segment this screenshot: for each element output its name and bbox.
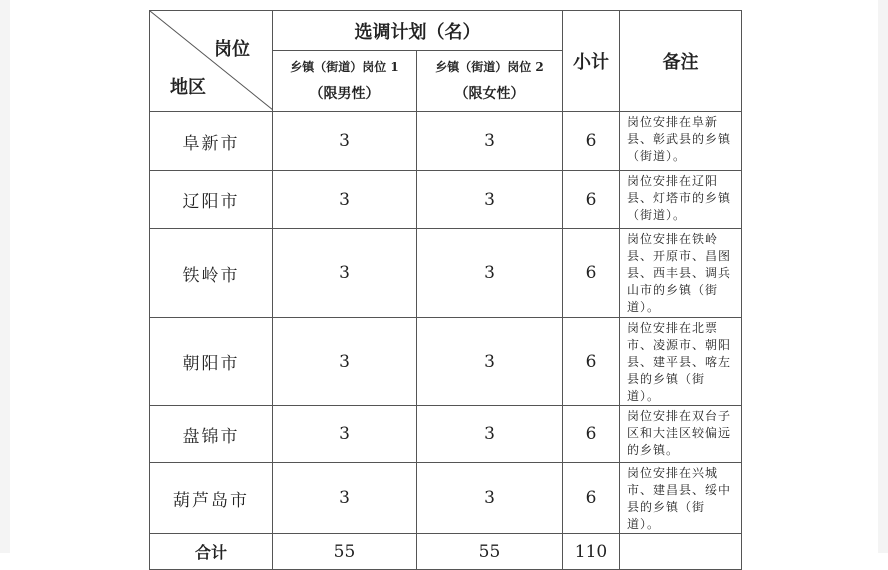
position1-header-line1: 乡镇（街道）岗位 1 [290, 60, 399, 74]
total-subtotal-cell: 110 [563, 534, 620, 570]
region-header-label: 地区 [170, 77, 206, 98]
position2-count-cell: 3 [417, 406, 563, 463]
recruitment-plan-table [149, 10, 742, 570]
remarks-header: 备注 [620, 11, 742, 112]
remarks-cell: 岗位安排在辽阳县、灯塔市的乡镇（街道）。 [620, 171, 742, 229]
total-position1-cell: 55 [273, 534, 417, 570]
region-cell: 朝阳市 [150, 318, 273, 406]
remarks-cell: 岗位安排在阜新县、彰武县的乡镇（街道）。 [620, 112, 742, 171]
position2-header-line2: （限女性） [454, 86, 525, 102]
position1-header-line2: （限男性） [309, 86, 380, 102]
position1-count-cell: 3 [273, 318, 417, 406]
remarks-cell: 岗位安排在双台子区和大洼区较偏远的乡镇。 [620, 406, 742, 463]
subtotal-cell: 6 [563, 112, 620, 171]
table-row [150, 463, 742, 534]
diagonal-header-cell [150, 11, 273, 112]
table-row [150, 318, 742, 406]
subtotal-cell: 6 [563, 463, 620, 534]
position1-count-cell: 3 [273, 406, 417, 463]
table-row [150, 406, 742, 463]
position2-count-cell: 3 [417, 171, 563, 229]
position1-header [273, 51, 417, 112]
region-cell: 铁岭市 [150, 229, 273, 318]
region-cell: 盘锦市 [150, 406, 273, 463]
position2-count-cell: 3 [417, 112, 563, 171]
position1-count-cell: 3 [273, 229, 417, 318]
total-position2-cell: 55 [417, 534, 563, 570]
subtotal-cell: 6 [563, 406, 620, 463]
right-margin [878, 0, 888, 553]
position1-count-cell: 3 [273, 171, 417, 229]
remarks-cell: 岗位安排在北票市、凌源市、朝阳县、建平县、喀左县的乡镇（街道）。 [620, 318, 742, 406]
total-remarks-cell [620, 534, 742, 570]
remarks-cell: 岗位安排在铁岭县、开原市、昌图县、西丰县、调兵山市的乡镇（街道）。 [620, 229, 742, 318]
table-row [150, 171, 742, 229]
total-label-cell: 合计 [150, 534, 273, 570]
table-row [150, 229, 742, 318]
position-header-label: 岗位 [214, 39, 250, 60]
position2-header [417, 51, 563, 112]
position2-header-line1: 乡镇（街道）岗位 2 [435, 60, 544, 74]
region-cell: 辽阳市 [150, 171, 273, 229]
region-cell: 阜新市 [150, 112, 273, 171]
region-cell: 葫芦岛市 [150, 463, 273, 534]
position1-count-cell: 3 [273, 112, 417, 171]
subtotal-header: 小计 [563, 11, 620, 112]
position2-count-cell: 3 [417, 318, 563, 406]
subtotal-cell: 6 [563, 171, 620, 229]
position2-count-cell: 3 [417, 229, 563, 318]
position2-count-cell: 3 [417, 463, 563, 534]
subtotal-cell: 6 [563, 229, 620, 318]
subtotal-cell: 6 [563, 318, 620, 406]
remarks-cell: 岗位安排在兴城市、建昌县、绥中县的乡镇（街道）。 [620, 463, 742, 534]
position1-count-cell: 3 [273, 463, 417, 534]
diagonal-line [150, 11, 273, 110]
left-margin [0, 0, 10, 553]
plan-title-header: 选调计划（名） [273, 11, 563, 51]
table-row [150, 112, 742, 171]
total-row [150, 534, 742, 570]
